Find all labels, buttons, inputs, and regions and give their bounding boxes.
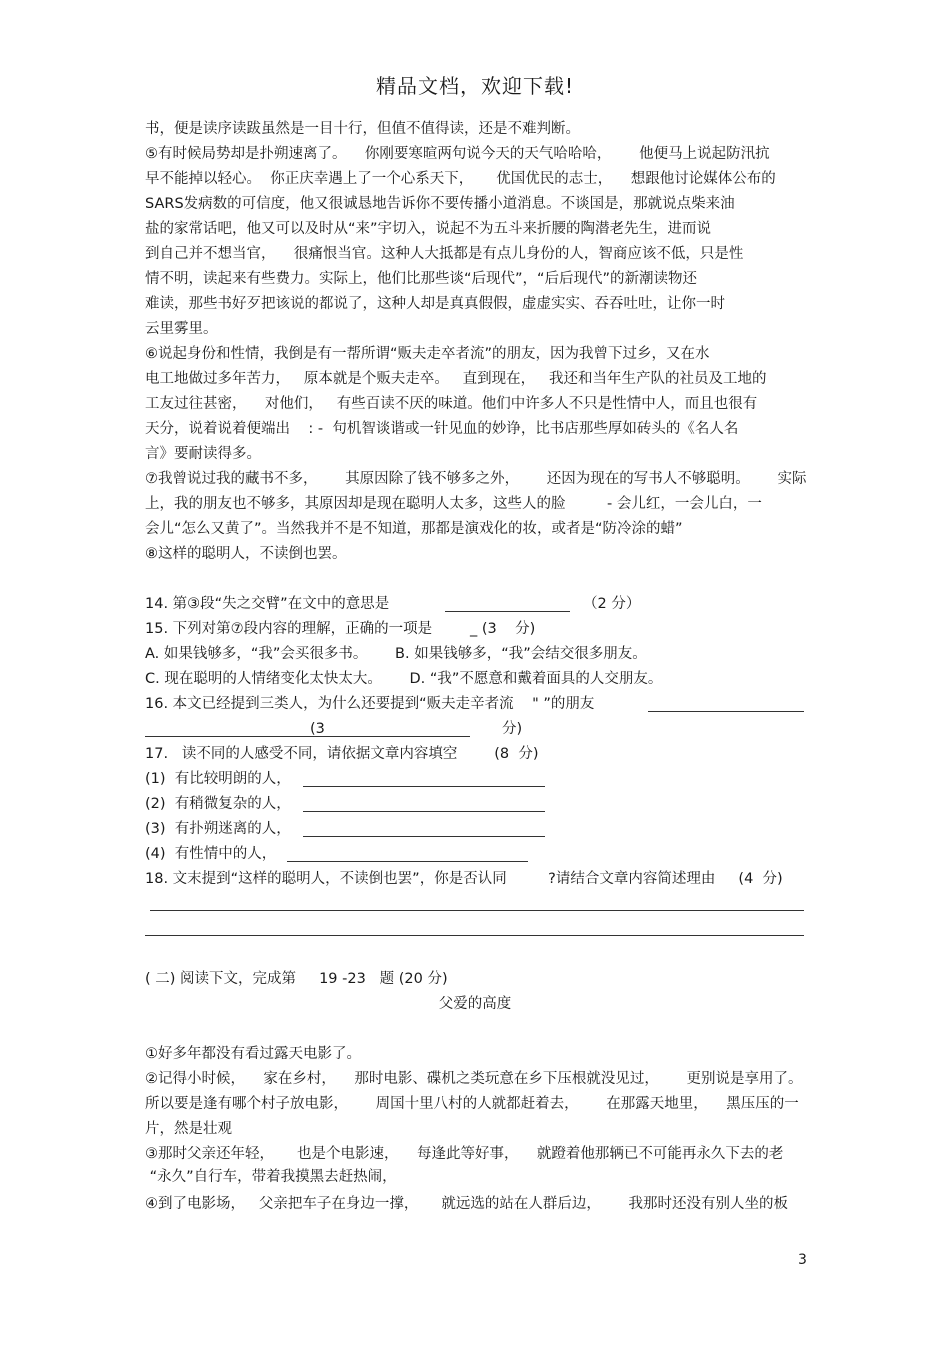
question-16-score-a: (3: [310, 721, 325, 737]
question-15: 15. 下列对第⑦段内容的理解，正确的一项是: [145, 621, 433, 637]
text-line: 片，然是壮观: [145, 1121, 232, 1137]
article-title: 父爱的高度: [438, 996, 512, 1012]
question-17-item: (4) 有性情中的人，: [145, 846, 277, 862]
text-line: 难读，那些书好歹把该说的都说了，这种人却是真真假假，虚虚实实、吞吞吐吐，让你一时: [145, 296, 725, 312]
question-15-options-cd: C. 现在聪明的人情绪变化太快太大。 D. “我”不愿意和戴着面具的人交朋友。: [145, 671, 663, 687]
question-17-item: (1) 有比较明朗的人，: [145, 771, 291, 787]
text-line: 所以要是逢有哪个村子放电影， 周国十里八村的人就都赶着去， 在那露天地里， 黑压压的一: [145, 1096, 799, 1112]
question-17: 17. 读不同的人感受不同，请依据文章内容填空 (8 分): [145, 746, 539, 762]
answer-blank-17-2[interactable]: [303, 811, 545, 812]
section-heading: ( 二) 阅读下文，完成第 19 -23 题 (20 分): [145, 971, 448, 987]
text-line: 书，便是读序读跋虽然是一目十行，但值不值得读，还是不难判断。: [145, 121, 580, 137]
text-line: “永久”自行车，带着我摸黑去赶热闹，: [145, 1169, 397, 1185]
answer-blank-16b[interactable]: [145, 736, 470, 737]
text-line: 到自己并不想当官， 很痛恨当官。这种人大抵都是有点儿身份的人，智商应该不低，只是性: [145, 246, 744, 262]
answer-blank-17-4[interactable]: [287, 861, 528, 862]
question-15-score: _ (3 分): [470, 621, 536, 637]
text-line: 盐的家常话吧，他又可以及时从“来”宇切入，说起不为五斗来折腰的陶潜老先生，进而说: [145, 221, 712, 237]
text-line: 工友过往甚密， 对他们， 有些百读不厌的味道。他们中许多人不只是性情中人，而且也很有: [145, 396, 758, 412]
text-line: ③那时父亲还年轻， 也是个电影速， 每逢此等好事， 就蹬着他那辆已不可能再永久下去的老: [145, 1146, 784, 1162]
text-line: 会儿“怎么又黄了”。当然我并不是不知道，那都是演戏化的妆，或者是“防冷涂的蜡”: [145, 521, 683, 537]
answer-blank-17-3[interactable]: [303, 836, 545, 837]
answer-blank-16a[interactable]: [648, 711, 804, 712]
answer-blank-14[interactable]: [445, 611, 570, 612]
text-line: 早不能掉以轻心。 你正庆幸遇上了一个心系天下， 优国优民的志士， 想跟他讨论媒体公布的: [145, 171, 776, 187]
text-line: ⑤有时候局势却是扑朔速离了。 你刚要寒暄两句说今天的天气哈哈哈， 他便马上说起防汛抗: [145, 146, 770, 162]
answer-blank-18b[interactable]: [145, 935, 804, 936]
text-line: 言》要耐读得多。: [145, 446, 261, 462]
text-line: 情不明，读起来有些费力。实际上，他们比那些谈“后现代”，“后后现代”的新潮读物还: [145, 271, 698, 287]
question-17-item: (3) 有扑朔迷离的人，: [145, 821, 291, 837]
page-header: 精品文档，欢迎下载!: [375, 74, 575, 98]
text-line: ④到了电影场， 父亲把车子在身边一撑， 就远选的站在人群后边， 我那时还没有别人坐的板: [145, 1196, 789, 1212]
text-line: SARS发病数的可信度，他又很诚恳地告诉你不要传播小道消息。不谈国是，那就说点柴来油: [145, 196, 735, 212]
text-line: ①好多年都没有看过露天电影了。: [145, 1046, 361, 1062]
text-line: ⑦我曾说过我的藏书不多， 其原因除了钱不够多之外， 还因为现在的写书人不够聪明。 实际: [145, 471, 807, 487]
text-line: 天分，说着说着便端出 : - 句机智谈谐或一针见血的妙诤，比书店那些厚如砖头的《名人名: [145, 421, 739, 437]
question-14: 14. 第③段“失之交臂”在文中的意思是: [145, 596, 390, 612]
question-17-item: (2) 有稍微复杂的人，: [145, 796, 291, 812]
answer-blank-17-1[interactable]: [303, 786, 545, 787]
text-line: ⑥说起身份和性情，我倒是有一帮所谓“贩夫走卒者流”的朋友，因为我曾下过乡，又在水: [145, 346, 710, 362]
answer-blank-18a[interactable]: [150, 910, 804, 911]
question-16-score-b: 分): [502, 721, 523, 737]
text-line: ⑧这样的聪明人，不读倒也罢。: [145, 546, 347, 562]
text-line: 电工地做过多年苦力， 原本就是个贩夫走卒。 直到现在， 我还和当年生产队的社员及工地的: [145, 371, 767, 387]
text-line: ②记得小时候， 家在乡村， 那时电影、碟机之类玩意在乡下压根就没见过， 更别说是享用了。: [145, 1071, 803, 1087]
question-15-options-ab: A. 如果钱够多，“我”会买很多书。 B. 如果钱够多，“我”会结交很多朋友。: [145, 646, 647, 662]
question-18: 18. 文末提到“这样的聪明人，不读倒也罢”，你是否认同 ?请结合文章内容简述理由 (4 分): [145, 871, 783, 887]
question-16: 16. 本文已经提到三类人，为什么还要提到“贩夫走辛者流 " ”的朋友: [145, 696, 595, 712]
page-number: 3: [798, 1252, 807, 1268]
question-14-score: （2 分）: [583, 596, 641, 612]
text-line: 上，我的朋友也不够多，其原因却是现在聪明人太多，这些人的脸 - 会儿红，一会儿白，一: [145, 496, 762, 512]
text-line: 云里雾里。: [145, 321, 218, 337]
